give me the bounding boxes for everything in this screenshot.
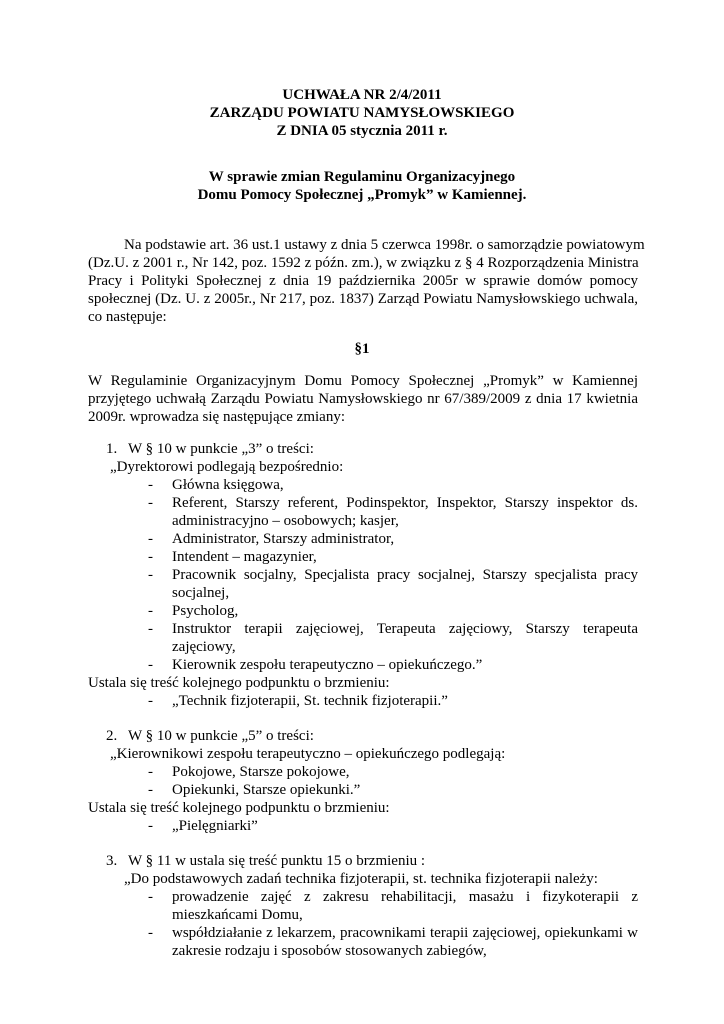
bullet-dash: - [148, 693, 153, 709]
bullet-text: Instruktor terapii zajęciowej, Terapeuta zajęciowy, Starszy terapeuta [172, 621, 638, 637]
intro-line: W Regulaminie Organizacyjnym Domu Pomocy Społecznej „Promyk” w Kamiennej [88, 373, 638, 389]
bullet-text: Pracownik socjalny, Specjalista pracy socjalnej, Starszy specjalista pracy [172, 567, 638, 583]
item-3-bullet [172, 924, 638, 960]
item-2-title: W § 10 w punkcie „5” o treści: [128, 728, 314, 744]
bullet-dash: - [148, 549, 153, 565]
bullet-text: Intendent – magazynier, [172, 549, 317, 565]
preamble-line: społecznej (Dz. U. z 2005r., Nr 217, poz. 1837) Zarząd Powiatu Namysłowskiego uchwala, [88, 291, 638, 307]
item-1-bullet [172, 620, 638, 656]
bullet-dash: - [148, 495, 153, 511]
preamble-line: Pracy i Polityki Społecznej z dnia 19 października 2005r w sprawie domów pomocy [88, 273, 638, 289]
bullet-text: zakresie rodzaju i sposobów stosowanych zabiegów, [172, 943, 487, 959]
bullet-text: Administrator, Starszy administrator, [172, 531, 395, 547]
preamble-line: (Dz.U. z 2001 r., Nr 142, poz. 1592 z późn. zm.), w związku z § 4 Rozporządzenia Ministra [88, 255, 639, 271]
bullet-text: Kierownik zespołu terapeutyczno – opiekuńczego.” [172, 657, 483, 673]
bullet-text: mieszkańcami Domu, [172, 907, 303, 923]
bullet-text: administracyjno – osobowych; kasjer, [172, 513, 399, 529]
intro-paragraph [88, 372, 638, 426]
bullet-dash: - [148, 925, 153, 941]
item-1-quote-intro: „Dyrektorowi podlegają bezpośrednio: [110, 459, 344, 475]
bullet-dash: - [148, 818, 153, 834]
item-2-bullet: Pokojowe, Starsze pokojowe, [172, 764, 350, 780]
bullet-text: zajęciowy, [172, 639, 236, 655]
item-2-added-intro: Ustala się treść kolejnego podpunktu o brzmieniu: [88, 800, 390, 816]
item-3-title: W § 11 w ustala się treść punktu 15 o brzmieniu : [128, 853, 426, 869]
bullet-text: Psycholog, [172, 603, 239, 619]
item-1-bullet [172, 566, 638, 602]
resolution-date: Z DNIA 05 stycznia 2011 r. [276, 123, 448, 139]
bullet-dash: - [148, 889, 153, 905]
preamble-line: co następuje: [88, 309, 167, 325]
subject-line-1: W sprawie zmian Regulaminu Organizacyjnego [208, 169, 516, 185]
issuing-body: ZARZĄDU POWIATU NAMYSŁOWSKIEGO [209, 105, 515, 121]
bullet-dash: - [148, 621, 153, 637]
bullet-dash: - [148, 567, 153, 583]
item-2-quote-intro: „Kierownikowi zespołu terapeutyczno – opiekuńczego podlegają: [110, 746, 506, 762]
resolution-number: UCHWAŁA NR 2/4/2011 [282, 87, 442, 103]
intro-line: przyjętego uchwałą Zarządu Powiatu Namysłowskiego nr 67/389/2009 z dnia 17 kwietnia [88, 391, 638, 407]
item-1-bullet [172, 548, 638, 566]
preamble-line: Na podstawie art. 36 ust.1 ustawy z dnia 5 czerwca 1998r. o samorządzie powiatowym [124, 237, 645, 253]
item-3-quote-intro: „Do podstawowych zadań technika fizjoterapii, st. technika fizjoterapii należy: [124, 871, 598, 887]
bullet-text: Główna księgowa, [172, 477, 284, 493]
item-1-bullet [172, 476, 638, 494]
preamble-paragraph [88, 236, 645, 326]
bullet-dash: - [148, 477, 153, 493]
bullet-dash: - [148, 531, 153, 547]
item-2-number: 2. [106, 728, 118, 744]
bullet-dash: - [148, 782, 153, 798]
item-1-added-intro: Ustala się treść kolejnego podpunktu o brzmieniu: [88, 675, 390, 691]
item-2-bullet: Opiekunki, Starsze opiekunki.” [172, 782, 361, 798]
item-1-bullet [172, 494, 638, 530]
item-1-bullet [172, 530, 638, 548]
bullet-dash: - [148, 764, 153, 780]
item-3-number: 3. [106, 853, 118, 869]
item-1-added-bullet: „Technik fizjoterapii, St. technik fizjoterapii.” [172, 693, 448, 709]
item-1-bullet [172, 602, 638, 620]
intro-line: 2009r. wprowadza się następujące zmiany: [88, 409, 345, 425]
bullet-dash: - [148, 657, 153, 673]
item-1-number: 1. [106, 441, 118, 457]
bullet-dash: - [148, 603, 153, 619]
bullet-text: prowadzenie zajęć z zakresu rehabilitacji, masażu i fizykoterapii z [172, 889, 638, 905]
section-mark: §1 [354, 341, 370, 357]
bullet-text: współdziałanie z lekarzem, pracownikami terapii zajęciowej, opiekunkami w [172, 925, 638, 941]
item-1-bullet [172, 656, 638, 674]
item-2-added-bullet: „Pielęgniarki” [172, 818, 258, 834]
subject-line-2: Domu Pomocy Społecznej „Promyk” w Kamiennej. [197, 187, 527, 203]
bullet-text: Referent, Starszy referent, Podinspektor, Inspektor, Starszy inspektor ds. [172, 495, 638, 511]
item-3-bullet [172, 888, 638, 924]
bullet-text: socjalnej, [172, 585, 230, 601]
item-1-title: W § 10 w punkcie „3” o treści: [128, 441, 314, 457]
